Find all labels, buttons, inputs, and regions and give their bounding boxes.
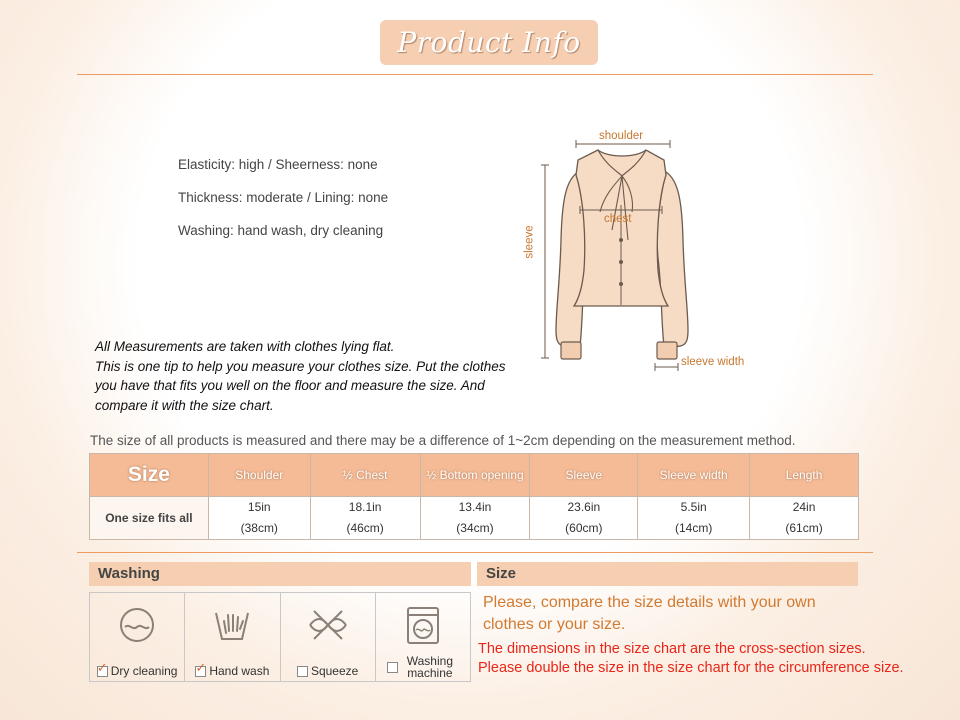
page-title: Product Info: [380, 20, 598, 65]
size-warning-line: Please double the size in the size chart for the circumference size.: [478, 660, 904, 676]
spec-thickness: Thickness: moderate / Lining: none: [178, 190, 389, 205]
top-divider: [77, 74, 873, 75]
washing-header: Washing: [89, 562, 471, 586]
right-cuff: [657, 342, 677, 359]
wash-item-washing-machine: [376, 593, 470, 681]
note-line: compare it with the size chart.: [95, 397, 274, 413]
measurement-difference-note: The size of all products is measured and there may be a difference of 1~2cm depending on the measurement method.: [90, 433, 796, 448]
cell-shoulder: 15in (38cm): [208, 497, 310, 540]
cell-sleeve-width: 5.5in (14cm): [638, 497, 750, 540]
header-length: Length: [750, 454, 859, 497]
washing-grid: [89, 592, 471, 682]
header-sleeve: Sleeve: [530, 454, 638, 497]
spec-washing: Washing: hand wash, dry cleaning: [178, 223, 384, 238]
blouse-diagram: [520, 125, 780, 375]
shoulder-label: shoulder: [599, 130, 644, 142]
row-label: One size fits all: [90, 497, 209, 540]
cell-sleeve: 23.6in (60cm): [530, 497, 638, 540]
wash-item-squeeze: [281, 593, 376, 681]
table-row: [90, 497, 859, 540]
header-half-bottom-opening: ½ Bottom opening: [420, 454, 530, 497]
left-cuff: [561, 342, 581, 359]
wash-label: Dry cleaning: [110, 664, 178, 678]
squeeze-checkbox[interactable]: [297, 666, 308, 677]
do-not-wring-icon: [306, 603, 350, 647]
hand-wash-checkbox[interactable]: [195, 666, 206, 677]
cell-length: 24in (61cm): [750, 497, 859, 540]
cell-half-bottom-opening: 13.4in (34cm): [420, 497, 530, 540]
cell-half-chest: 18.1in (46cm): [310, 497, 420, 540]
dry-cleaning-icon: [115, 603, 159, 647]
size-header: Size: [477, 562, 858, 586]
note-line: All Measurements are taken with clothes lying flat.: [95, 339, 395, 354]
bottom-divider: [77, 552, 873, 553]
header-shoulder: Shoulder: [208, 454, 310, 497]
note-line: This is one tip to help you measure your clothes size. Put the clothes: [95, 358, 506, 374]
washing-machine-checkbox[interactable]: [387, 662, 398, 673]
sleeve-width-label: sleeve width: [681, 356, 745, 368]
hand-wash-icon: [210, 603, 254, 647]
size-table: [89, 453, 859, 540]
wash-label: Washing machine: [406, 654, 453, 680]
measurement-note: [95, 337, 545, 415]
wash-label: Squeeze: [310, 664, 359, 678]
size-table-header: [90, 454, 859, 497]
note-line: you have that fits you well on the floor and measure the size. And: [95, 378, 485, 393]
size-compare-text: Please, compare the size details with your own clothes or your size.: [483, 594, 816, 633]
header-size: Size: [90, 454, 209, 497]
size-warning-line: The dimensions in the size chart are the cross-section sizes.: [478, 641, 866, 657]
dry-cleaning-checkbox[interactable]: [97, 666, 108, 677]
wash-item-hand-wash: [185, 593, 280, 681]
washing-machine-icon: [401, 603, 445, 647]
spec-elasticity: Elasticity: high / Sheerness: none: [178, 157, 378, 172]
header-sleeve-width: Sleeve width: [638, 454, 750, 497]
right-sleeve: [657, 172, 688, 347]
chest-label: chest: [604, 213, 632, 225]
header-half-chest: ½ Chest: [310, 454, 420, 497]
wash-item-dry-cleaning: [90, 593, 185, 681]
wash-label: Hand wash: [209, 664, 270, 678]
sleeve-label: sleeve: [523, 225, 536, 259]
